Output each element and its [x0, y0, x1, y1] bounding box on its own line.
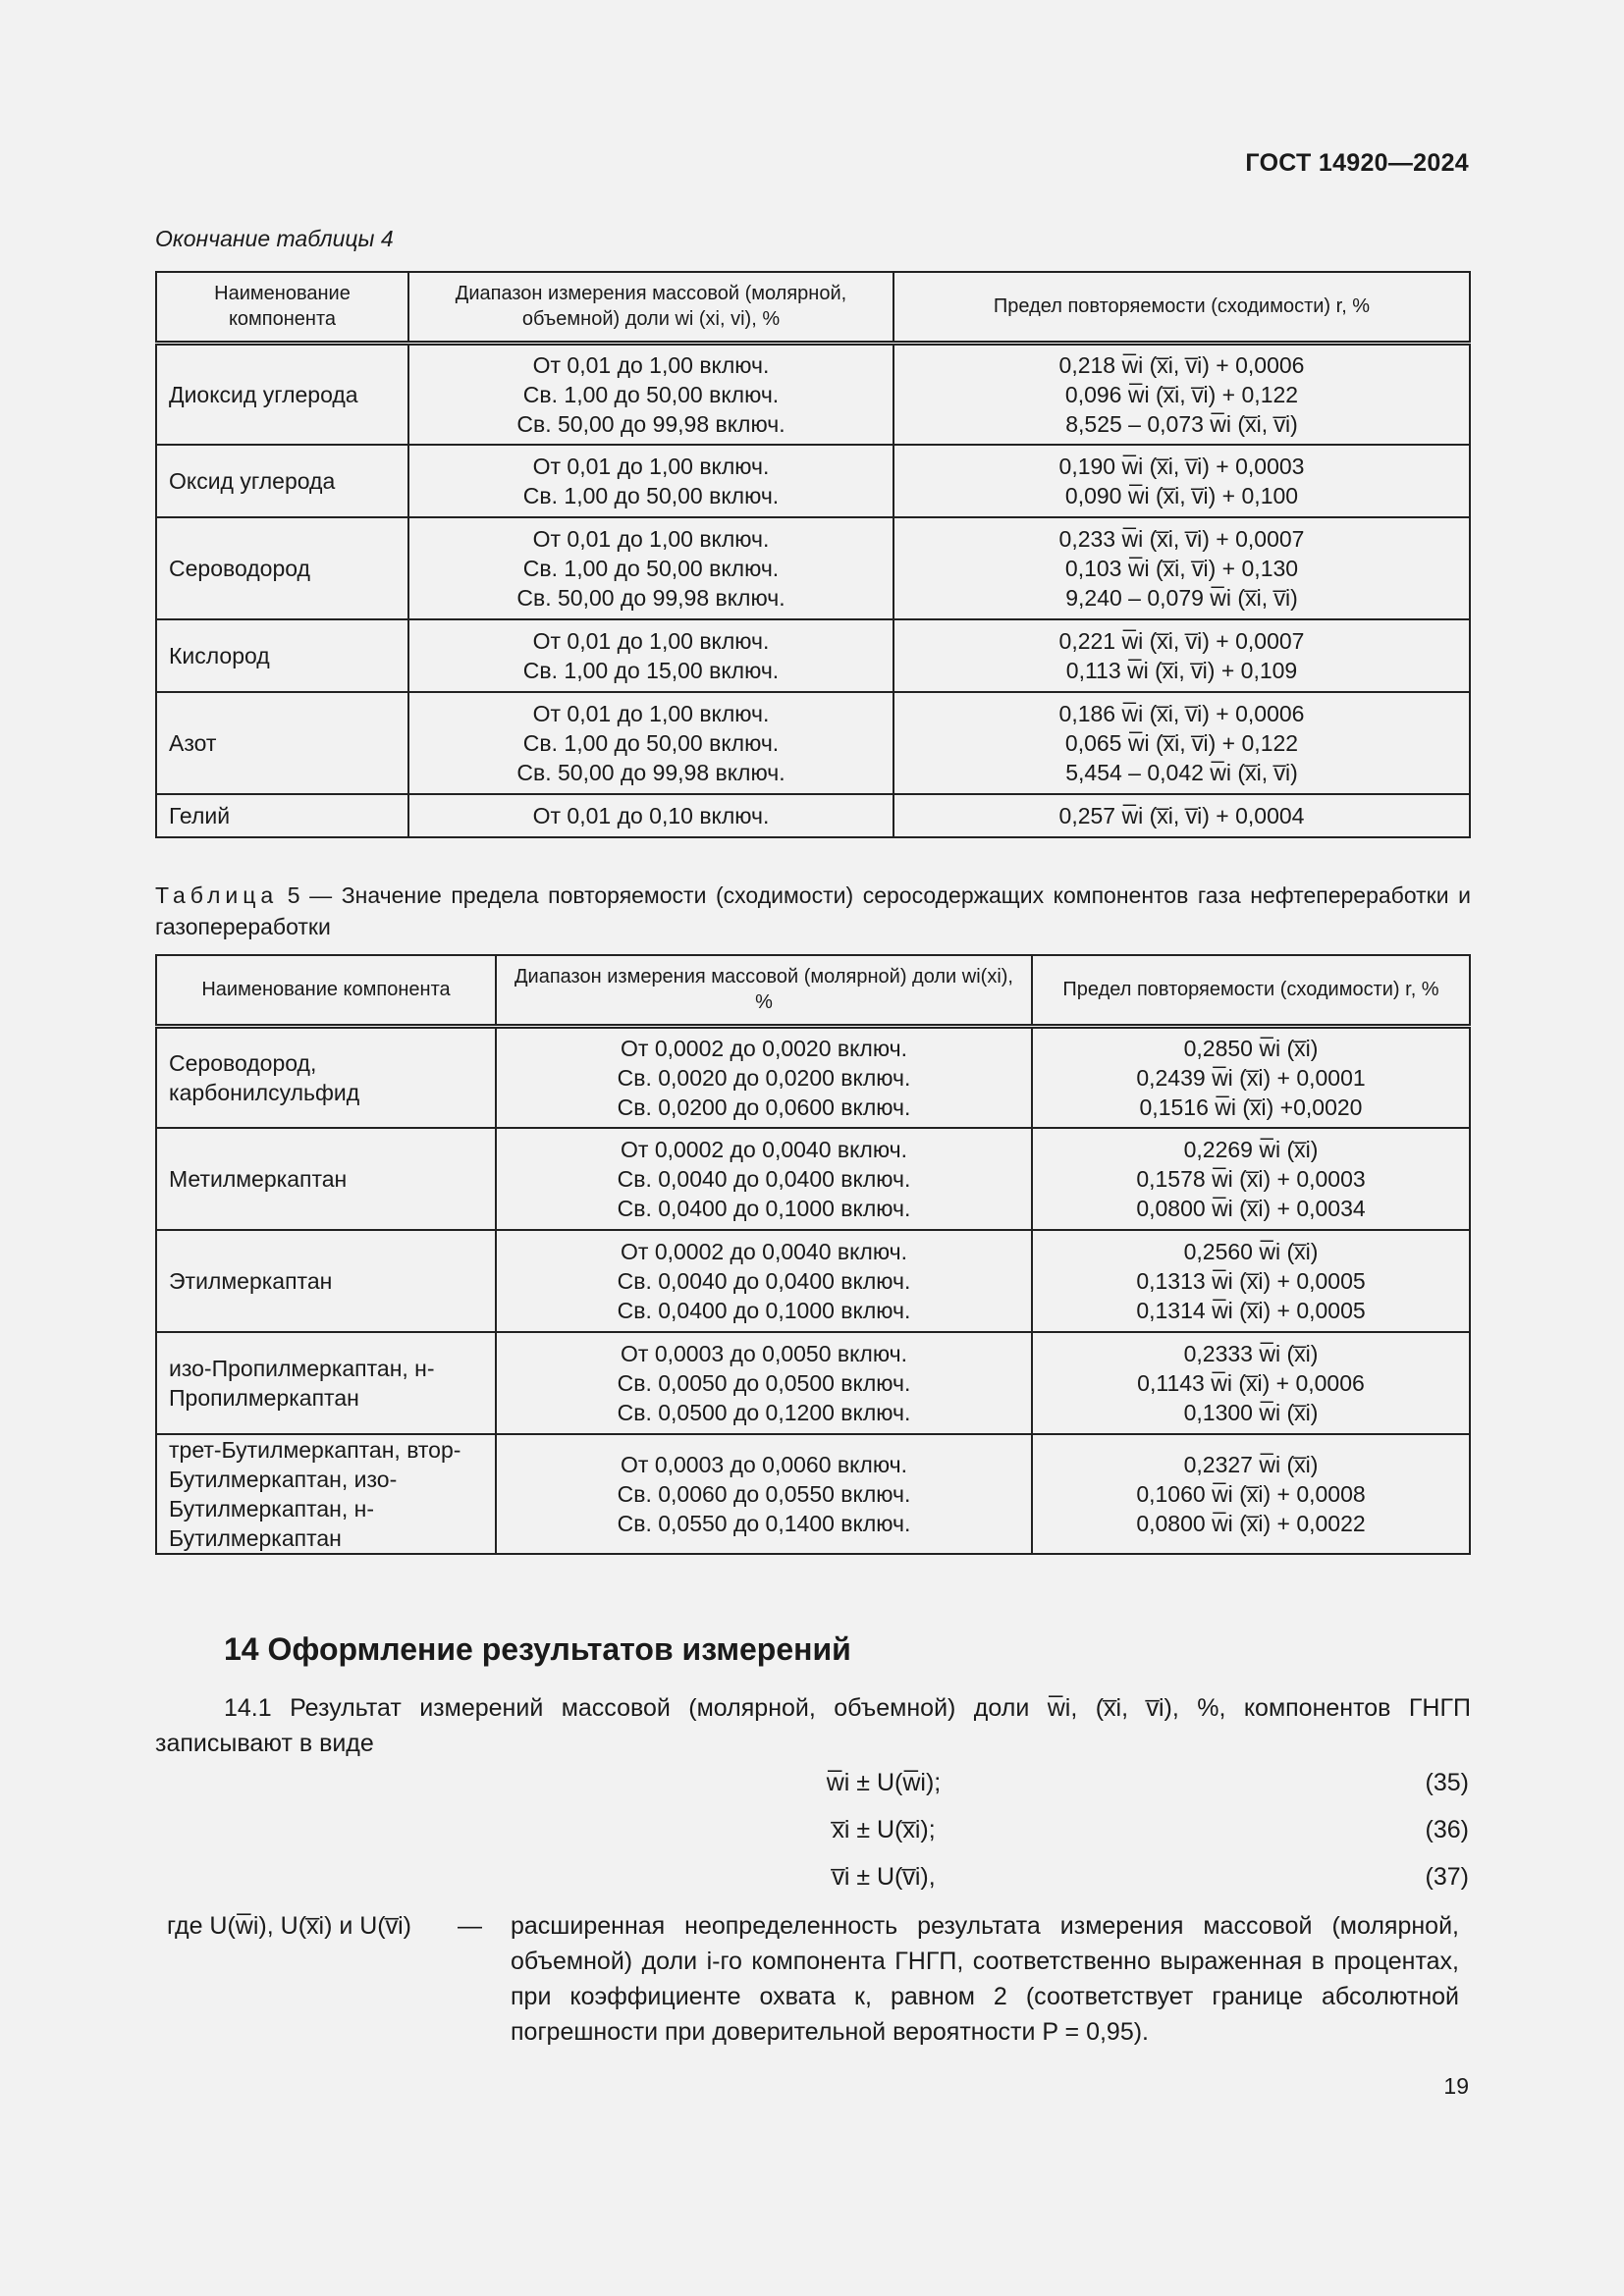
limit-cell [893, 517, 1470, 619]
limit-formula-line: 0,190 w̅i (x̅i, v̅i) + 0,0003 [1058, 454, 1305, 479]
column-header-limit: Предел повторяемости (сходимости) r, % [893, 272, 1470, 343]
table-row [156, 1128, 1470, 1230]
limit-formula-line: 0,2850 w̅i (x̅i) [1183, 1035, 1319, 1061]
range-line: От 0,01 до 1,00 включ. [532, 628, 770, 654]
column-header-limit: Предел повторяемости (сходимости) r, % [1032, 955, 1470, 1026]
column-header-range: Диапазон измерения массовой (молярной, объемной) доли wi (xi, vi), % [408, 272, 893, 343]
range-line: Св. 0,0040 до 0,0400 включ. [617, 1166, 911, 1192]
component-name-cell: Сероводород [156, 517, 408, 619]
limit-cell [893, 343, 1470, 445]
equation-37: v̅i ± U(v̅i), [832, 1863, 936, 1891]
range-cell [496, 1230, 1032, 1332]
range-line: Св. 1,00 до 15,00 включ. [522, 658, 780, 683]
limit-formula-line: 8,525 – 0,073 w̅i (x̅i, v̅i) [1065, 410, 1298, 437]
table-row [156, 343, 1470, 445]
column-header-name: Наименование компонента [156, 955, 496, 1026]
range-cell [408, 517, 893, 619]
component-name-cell: Оксид углерода [156, 445, 408, 517]
component-name-cell: Гелий [156, 794, 408, 837]
table-row [156, 1230, 1470, 1332]
section-title: 14 Оформление результатов измерений [224, 1631, 851, 1667]
limit-cell [893, 794, 1470, 837]
limit-formula-line: 5,454 – 0,042 w̅i (x̅i, v̅i) [1065, 760, 1298, 785]
range-cell [408, 619, 893, 692]
component-name-cell: Кислород [156, 619, 408, 692]
limit-formula-line: 0,2560 w̅i (x̅i) [1183, 1239, 1319, 1264]
page-number: 19 [1443, 2073, 1469, 2099]
limit-formula-line: 0,090 w̅i (x̅i, v̅i) + 0,100 [1064, 483, 1299, 508]
table-row [156, 445, 1470, 517]
component-name-cell: трет-Бутилмеркаптан, втор-Бутилмеркаптан, изо-Бутилмеркаптан, н-Бутилмеркаптан [156, 1434, 496, 1554]
range-cell [496, 1128, 1032, 1230]
range-line: От 0,0003 до 0,0060 включ. [621, 1452, 907, 1477]
range-cell [496, 1026, 1032, 1128]
range-line: Св. 50,00 до 99,98 включ. [516, 760, 785, 785]
range-line: Св. 1,00 до 50,00 включ. [522, 381, 780, 407]
limit-formula-line: 0,218 w̅i (x̅i, v̅i) + 0,0006 [1058, 351, 1305, 378]
equation-35: w̅i ± U(w̅i); [826, 1769, 942, 1796]
document-id: ГОСТ 14920—2024 [1245, 149, 1469, 177]
limit-formula-line: 0,0800 w̅i (x̅i) + 0,0034 [1136, 1196, 1366, 1221]
range-line: Св. 1,00 до 50,00 включ. [522, 556, 780, 581]
range-line: От 0,01 до 1,00 включ. [532, 701, 770, 726]
limit-formula-line: 0,1313 w̅i (x̅i) + 0,0005 [1136, 1268, 1366, 1294]
component-name-cell: Метилмеркаптан [156, 1128, 496, 1230]
limit-formula-line: 0,096 w̅i (x̅i, v̅i) + 0,122 [1064, 381, 1299, 407]
equation-number-37: (37) [1425, 1863, 1469, 1891]
range-line: Св. 0,0050 до 0,0500 включ. [617, 1370, 911, 1396]
table-row [156, 794, 1470, 837]
range-cell [408, 794, 893, 837]
limit-formula-line: 0,113 w̅i (x̅i, v̅i) + 0,109 [1065, 658, 1298, 683]
range-line: От 0,0003 до 0,0050 включ. [621, 1341, 907, 1366]
range-line: Св. 50,00 до 99,98 включ. [516, 410, 785, 437]
where-dash: — [458, 1912, 482, 1940]
limit-cell [893, 692, 1470, 794]
range-line: Св. 0,0040 до 0,0400 включ. [617, 1268, 911, 1294]
limit-formula-line: 0,186 w̅i (x̅i, v̅i) + 0,0006 [1058, 701, 1305, 726]
limit-formula-line: 0,1516 w̅i (x̅i) +0,0020 [1139, 1094, 1363, 1120]
range-line: Св. 0,0060 до 0,0550 включ. [617, 1481, 911, 1507]
component-name-cell: изо-Пропилмеркаптан, н-Пропилмеркаптан [156, 1332, 496, 1434]
range-line: От 0,01 до 0,10 включ. [532, 803, 770, 828]
range-line: Св. 0,0500 до 0,1200 включ. [617, 1400, 911, 1425]
limit-formula-line: 0,233 w̅i (x̅i, v̅i) + 0,0007 [1058, 526, 1305, 552]
range-line: Св. 0,0400 до 0,1000 включ. [617, 1298, 911, 1323]
table-4 [155, 271, 1471, 838]
range-cell [408, 445, 893, 517]
range-line: Св. 1,00 до 50,00 включ. [522, 730, 780, 756]
limit-cell [893, 445, 1470, 517]
equation-number-35: (35) [1425, 1769, 1469, 1796]
equation-number-36: (36) [1425, 1816, 1469, 1843]
where-definition: расширенная неопределенность результата измерения массовой (молярной, объемной) доли i-го компонента ГНГП, соответственно выраженная в процентах, при коэффициенте охвата к, равном 2 (соответствует границе абсолютной погрешности при доверительной вероятности P = 0,95). [511, 1912, 1459, 2046]
table-row [156, 692, 1470, 794]
table5-caption-text: 5 — Значение предела повторяемости (сходимости) серосодержащих компонентов газа нефтепереработки и газопереработки [155, 882, 1471, 939]
range-line: Св. 0,0400 до 0,1000 включ. [617, 1196, 911, 1221]
limit-cell [1032, 1434, 1470, 1554]
range-line: Св. 0,0200 до 0,0600 включ. [617, 1094, 911, 1120]
table4-body [156, 343, 1470, 837]
table5-body [156, 1026, 1470, 1554]
limit-formula-line: 0,2269 w̅i (x̅i) [1183, 1137, 1319, 1162]
paragraph-14-1: 14.1 Результат измерений массовой (молярной, объемной) доли w̅i, (x̅i, v̅i), %, компонентов ГНГП записывают в виде [155, 1694, 1471, 1757]
limit-formula-line: 0,1060 w̅i (x̅i) + 0,0008 [1136, 1481, 1366, 1507]
limit-formula-line: 0,2439 w̅i (x̅i) + 0,0001 [1136, 1064, 1366, 1091]
range-cell [496, 1434, 1032, 1554]
component-name-cell: Азот [156, 692, 408, 794]
limit-formula-line: 0,1300 w̅i (x̅i) [1183, 1400, 1319, 1425]
range-line: От 0,0002 до 0,0040 включ. [621, 1137, 907, 1162]
equation-36: x̅i ± U(x̅i); [832, 1816, 936, 1843]
table5-caption-label: Таблица [155, 882, 279, 908]
range-line: От 0,0002 до 0,0040 включ. [621, 1239, 907, 1264]
limit-cell [893, 619, 1470, 692]
limit-formula-line: 0,1578 w̅i (x̅i) + 0,0003 [1136, 1166, 1366, 1192]
where-label: где U(w̅i), U(x̅i) и U(v̅i) [167, 1912, 412, 1940]
range-line: От 0,01 до 1,00 включ. [532, 454, 770, 479]
column-header-range: Диапазон измерения массовой (молярной) доли wi(xi), % [496, 955, 1032, 1026]
table4-caption: Окончание таблицы 4 [155, 226, 394, 251]
table-row [156, 517, 1470, 619]
limit-cell [1032, 1026, 1470, 1128]
component-name-cell: Диоксид углерода [156, 343, 408, 445]
range-line: Св. 0,0550 до 0,1400 включ. [617, 1511, 911, 1536]
table-row [156, 1026, 1470, 1128]
range-line: От 0,0002 до 0,0020 включ. [621, 1035, 907, 1061]
range-line: От 0,01 до 1,00 включ. [532, 351, 770, 378]
limit-formula-line: 0,1143 w̅i (x̅i) + 0,0006 [1137, 1370, 1365, 1396]
range-line: Св. 50,00 до 99,98 включ. [516, 585, 785, 611]
limit-formula-line: 9,240 – 0,079 w̅i (x̅i, v̅i) [1065, 585, 1298, 611]
limit-formula-line: 0,0800 w̅i (x̅i) + 0,0022 [1136, 1511, 1366, 1536]
table-row [156, 1332, 1470, 1434]
limit-formula-line: 0,103 w̅i (x̅i, v̅i) + 0,130 [1064, 556, 1299, 581]
limit-formula-line: 0,2327 w̅i (x̅i) [1183, 1452, 1319, 1477]
column-header-name: Наименование компонента [156, 272, 408, 343]
limit-cell [1032, 1332, 1470, 1434]
limit-formula-line: 0,1314 w̅i (x̅i) + 0,0005 [1136, 1298, 1366, 1323]
limit-cell [1032, 1128, 1470, 1230]
range-cell [408, 343, 893, 445]
range-cell [496, 1332, 1032, 1434]
range-line: Св. 1,00 до 50,00 включ. [522, 483, 780, 508]
range-line: Св. 0,0020 до 0,0200 включ. [617, 1064, 911, 1091]
limit-formula-line: 0,257 w̅i (x̅i, v̅i) + 0,0004 [1058, 803, 1305, 828]
limit-formula-line: 0,2333 w̅i (x̅i) [1183, 1341, 1319, 1366]
range-cell [408, 692, 893, 794]
component-name-cell: Сероводород, карбонилсульфид [156, 1026, 496, 1128]
limit-formula-line: 0,221 w̅i (x̅i, v̅i) + 0,0007 [1058, 628, 1305, 654]
range-line: От 0,01 до 1,00 включ. [532, 526, 770, 552]
limit-formula-line: 0,065 w̅i (x̅i, v̅i) + 0,122 [1064, 730, 1299, 756]
table5-caption [155, 880, 1471, 942]
table-row [156, 619, 1470, 692]
limit-cell [1032, 1230, 1470, 1332]
table-5 [155, 954, 1471, 1555]
component-name-cell: Этилмеркаптан [156, 1230, 496, 1332]
table-row [156, 1434, 1470, 1554]
